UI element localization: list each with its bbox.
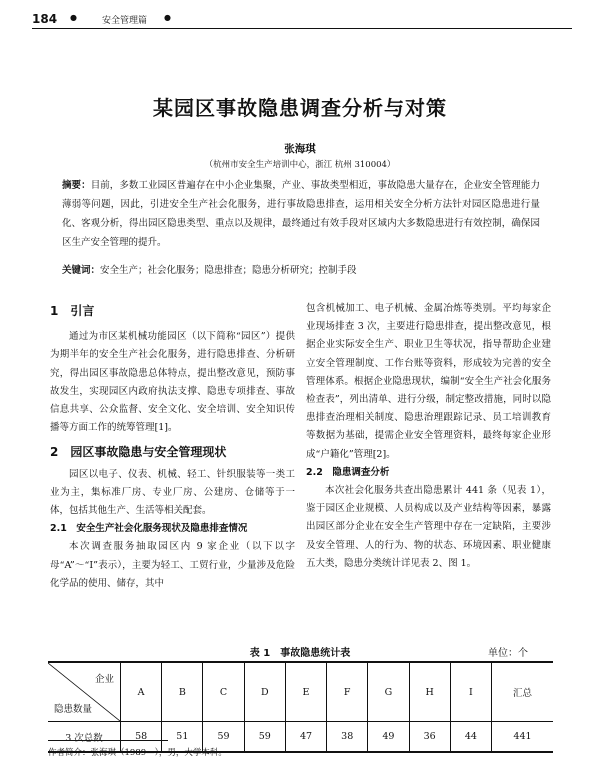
table-cell: 58 (121, 722, 162, 753)
table-unit: 单位：个 (488, 648, 528, 659)
row-label: 3 次总数 (48, 722, 121, 753)
running-header (32, 10, 572, 29)
page-number: 184 (32, 12, 58, 26)
paragraph: 包含机械加工、电子机械、金属冶炼等类别。平均每家企业现场排查 3 次，主要进行隐患排查，提出整改意见，根据企业实际安全生产、职业卫生等状况，指导帮助企业建立安全管理制度、工作台账等资料，形成较为完善的安全管理体系。根据企业隐患现状，编制“安全生产社会化服务检查表”，列出清单、进行分级，制定整改措施，同时以隐患排查治理相关制度、隐患治理跟踪记录、员工培训教育等数据为基础，提需企业安全管理资料，最终每家企业形成“户籍化”管理[2]。 (306, 303, 551, 460)
table-cell: 38 (327, 722, 368, 753)
column-header: D (244, 662, 285, 722)
keywords-text: 安全生产；社会化服务；隐患排查；隐患分析研究；控制手段 (100, 265, 357, 276)
table-cell: 51 (162, 722, 203, 753)
bullet-icon: ● (70, 13, 77, 22)
table-cell: 44 (450, 722, 491, 753)
table-cell: 441 (491, 722, 553, 753)
paragraph: 本次社会化服务共查出隐患累计 441 条（见表 1），鉴于园区企业规模、人员构成以及产业结构等因素，暴露出园区部分企业在安全生产管理中存在一定缺陷，主要涉及安全管理、人的行为、物的状态、环境因素、职业健康五大类，隐患分类统计详见表 2、图 1。 (306, 485, 551, 569)
column-header: 汇总 (491, 662, 553, 722)
table-cell: 59 (203, 722, 244, 753)
table-header-row (48, 662, 553, 722)
column-header: H (409, 662, 450, 722)
corner-top-label: 企业 (94, 674, 114, 685)
table-cell: 47 (285, 722, 326, 753)
column-header: F (327, 662, 368, 722)
right-column (306, 300, 551, 573)
page-title: 某园区事故隐患调查分析与对策 (153, 96, 447, 120)
affiliation: （杭州市安全生产培训中心，浙江 杭州 310004） (204, 160, 396, 170)
section-heading: 2 园区事故隐患与安全管理现状 (50, 445, 227, 460)
paragraph: 通过为市区某机械功能园区（以下简称“园区”）提供为期半年的安全生产社会化服务，进行隐患排查、分析研究，得出园区事故隐患总体特点，提出整改意见，预防事故发生，实现园区内政府执法支撑、隐患专项排查、事故信息共享、公众监督、安全文化、安全培训、安全知识传播等方面工作的统筹管理[1]。 (50, 331, 295, 434)
table-cell: 36 (409, 722, 450, 753)
column-header: B (162, 662, 203, 722)
table-cell: 49 (368, 722, 409, 753)
abstract (62, 176, 540, 252)
column-header: A (121, 662, 162, 722)
abstract-text: 目前，多数工业园区普遍存在中小企业集聚，产业、事故类型相近，事故隐患大量存在，企业安全管理能力薄弱等问题，因此，引进安全生产社会化服务，进行事故隐患排查，运用相关安全分析方法针对园区隐患进行量化、客观分析，得出园区隐患类型、重点以及规律，最终通过有效手段对区域内大多数隐患进行有效控制，确保园区生产安全管理的提升。 (62, 180, 540, 248)
corner-bottom-label: 隐患数量 (54, 704, 93, 715)
subsection-heading: 2.2 隐患调查分析 (306, 466, 390, 478)
section-heading: 1 引言 (50, 304, 95, 318)
abstract-label: 摘要： (62, 180, 91, 191)
footnote-divider (48, 740, 168, 741)
table-corner-cell (48, 662, 121, 722)
author: 张海琪 (284, 143, 316, 155)
column-header: E (285, 662, 326, 722)
keywords-label: 关键词： (62, 265, 101, 276)
footnote: 作者简介：张海琪（1989—），男，大学本科。 (48, 748, 227, 758)
keywords (62, 262, 540, 276)
column-header: C (203, 662, 244, 722)
subsection-heading: 2.1 安全生产社会化服务现状及隐患排查情况 (50, 523, 248, 535)
table-caption: 表 1 事故隐患统计表 (249, 648, 351, 659)
paragraph: 本次调查服务抽取园区内 9 家企业（以下以字母“A”～“I”表示），主要为轻工、工贸行业，少量涉及危险化学品的使用、储存，其中 (50, 541, 295, 589)
column-header: G (368, 662, 409, 722)
column-header: I (450, 662, 491, 722)
left-column (50, 300, 295, 593)
bullet-icon: ● (164, 13, 171, 22)
journal-section: 安全管理篇 (102, 16, 148, 26)
table-cell: 59 (244, 722, 285, 753)
paragraph: 园区以电子、仪表、机械、轻工、针织服装等一类工业为主，集标准厂房、专业厂房、公建房、仓储等于一体，包括其他生产、生活等相关配套。 (50, 468, 295, 517)
